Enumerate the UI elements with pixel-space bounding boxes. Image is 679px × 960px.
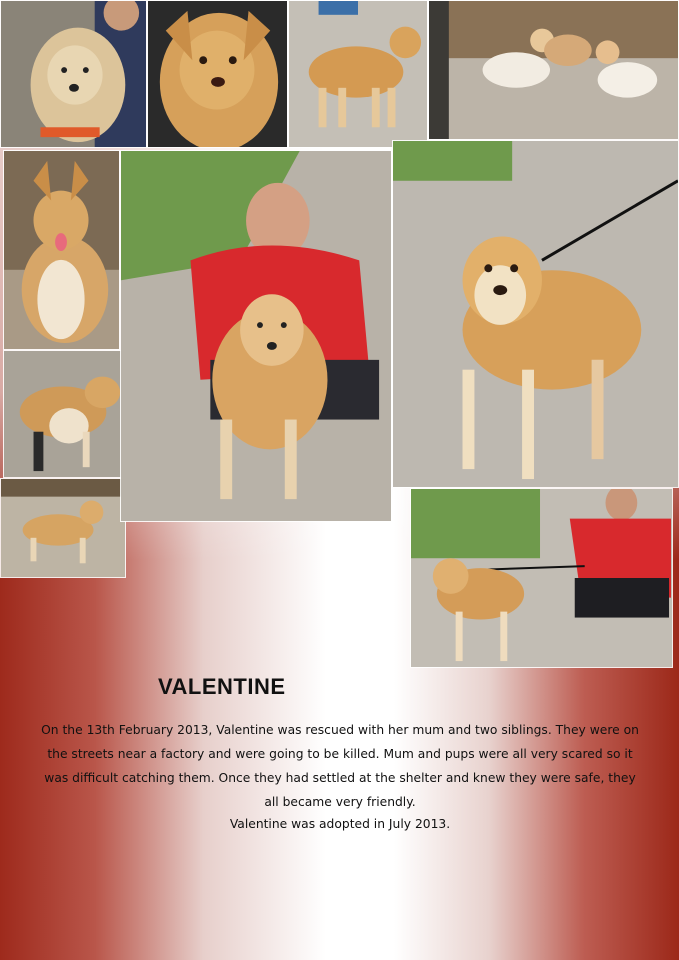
- dog-name-title: VALENTINE: [158, 674, 286, 699]
- photo-three-puppies: [428, 0, 679, 140]
- photo-dog-on-leash: [392, 140, 679, 488]
- photo-dog-running: [0, 478, 126, 578]
- adoption-note: Valentine was adopted in July 2013.: [229, 817, 451, 831]
- photo-puppy-standing: [288, 0, 428, 148]
- photo-puppy-closeup: [147, 0, 288, 148]
- photo-man-with-leashed-dog: [410, 488, 673, 668]
- photo-dog-sitting: [3, 150, 120, 350]
- photo-puppy-held: [0, 0, 147, 148]
- photo-dog-walking: [3, 350, 131, 478]
- rescue-story: On the 13th February 2013, Valentine was rescued with her mum and two siblings. They were on the streets near a factory and were going to be killed. Mum and pups were all very scared so it was difficult catching them. Once they had settled at the shelter and knew they were safe, they all became very friendly.: [41, 723, 639, 809]
- photo-man-hugging-dog: [120, 150, 392, 522]
